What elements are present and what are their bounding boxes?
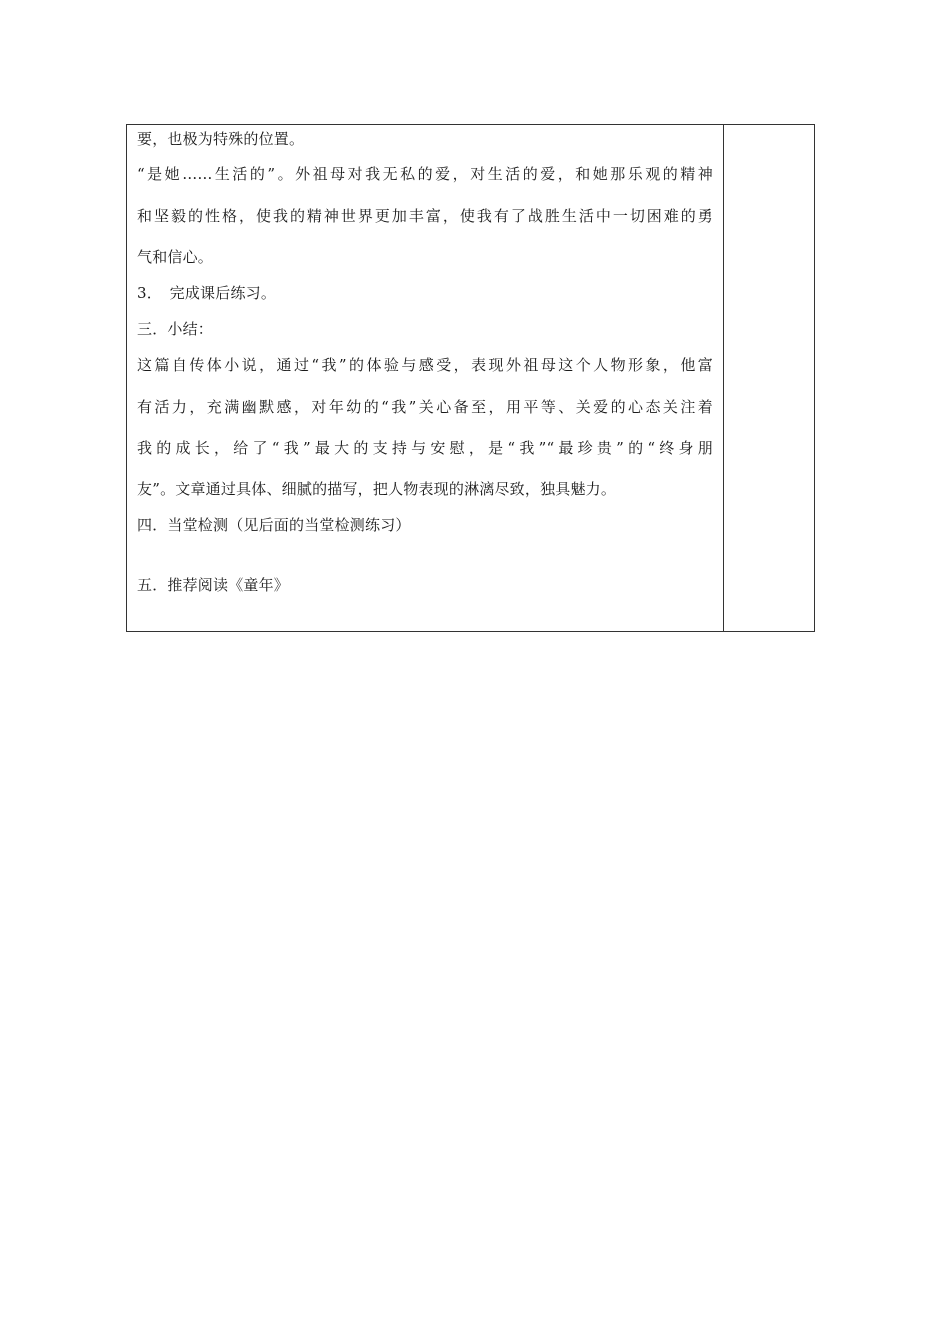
text-line-2: “是她……生活的”。外祖母对我无私的爱，对生活的爱，和她那乐观的精神 [137,165,713,183]
section-heading-summary: 三．小结： [137,320,214,338]
text-line-4: 气和信心。 [137,248,214,266]
text-line-5: 3． 完成课后练习。 [137,284,277,302]
text-line-8: 有活力，充满幽默感，对年幼的“我”关心备至，用平等、关爱的心态关注着 [137,398,713,416]
section-heading-reading: 五．推荐阅读《童年》 [137,576,290,594]
main-content-cell [127,125,724,631]
text-line-3: 和坚毅的性格，使我的精神世界更加丰富，使我有了战胜生活中一切困难的勇 [137,207,713,225]
text-line-7: 这篇自传体小说，通过“我”的体验与感受，表现外祖母这个人物形象，他富 [137,356,713,374]
text-line-1: 要，也极为特殊的位置。 [137,130,305,148]
notes-cell [724,125,814,631]
text-line-9: 我的成长，给了“我”最大的支持与安慰，是“我”“最珍贵”的“终身朋 [137,439,713,457]
content-table [126,124,815,632]
text-line-10: 友”。文章通过具体、细腻的描写，把人物表现的淋漓尽致，独具魅力。 [137,480,617,498]
section-heading-test: 四．当堂检测（见后面的当堂检测练习） [137,516,411,534]
